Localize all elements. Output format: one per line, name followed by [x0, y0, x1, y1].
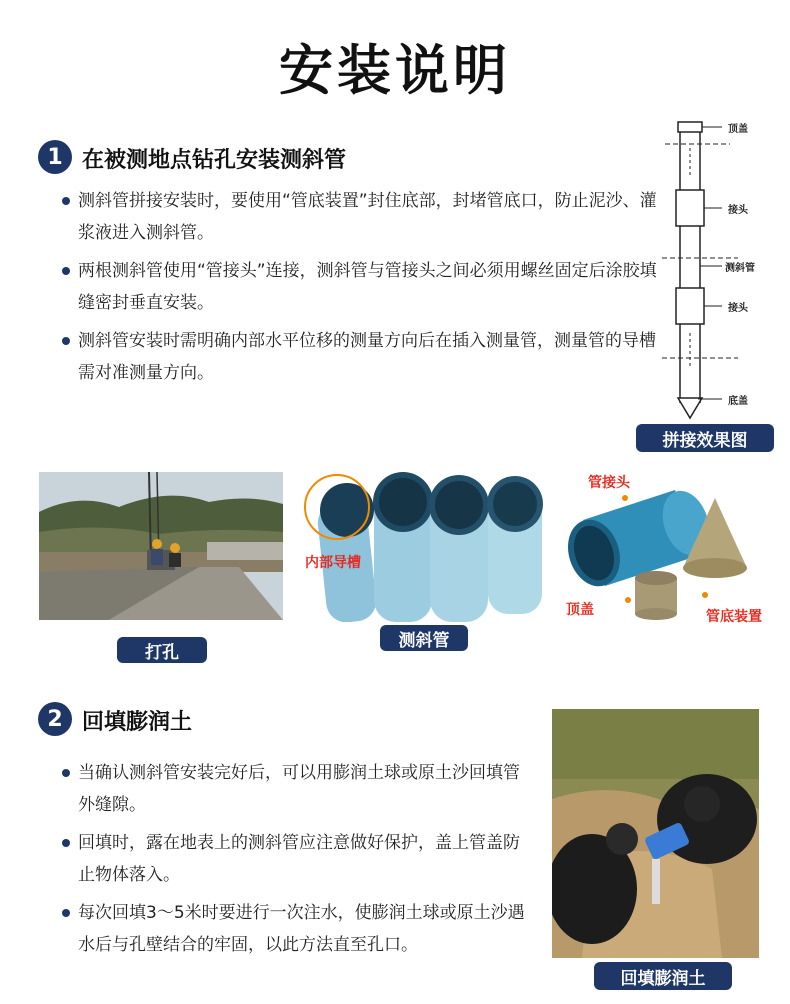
drilling-photo	[39, 472, 283, 620]
backfill-photo	[552, 709, 759, 958]
fitting-joint-tag: 管接头	[588, 475, 630, 491]
pipe-3	[429, 475, 489, 622]
diagram-joint-1-shape	[676, 190, 704, 226]
assembly-diagram	[660, 118, 780, 423]
diagram-label-pipe: 测斜管	[725, 263, 755, 274]
diagram-label-joint-1: 接头	[728, 205, 748, 216]
section-1-bullets	[60, 185, 660, 395]
diagram-label-top-cap: 顶盖	[728, 124, 748, 135]
fitting-bottom-device-tag: 管底装置	[706, 609, 762, 625]
backfill-caption: 回填膨润土	[594, 962, 732, 990]
section-1-number: 1	[38, 140, 72, 174]
diagram-top-cap-shape	[678, 122, 702, 132]
section-1-heading: 在被测地点钻孔安装测斜管	[82, 148, 347, 173]
pipe-caption: 测斜管	[380, 625, 468, 651]
diagram-joint-2-shape	[676, 288, 704, 324]
drilling-caption: 打孔	[117, 637, 207, 663]
top-cap-fitting	[635, 571, 677, 620]
diagram-bottom-cap-shape	[678, 398, 702, 418]
section-1-bullet-3: 测斜管安装时需明确内部水平位移的测量方向后在插入测量管，测量管的导槽需对准测量方向。	[60, 325, 660, 389]
section-2-heading: 回填膨润土	[82, 710, 193, 735]
section-1-bullet-1: 测斜管拼接安装时，要使用“管底装置”封住底部，封堵管底口，防止泥沙、灌浆液进入测斜管。	[60, 185, 660, 249]
section-2-bullets	[60, 757, 530, 967]
section-1-bullet-2: 两根测斜管使用“管接头”连接，测斜管与管接头之间必须用螺丝固定后涂胶填缝密封垂直安装。	[60, 255, 660, 319]
fitting-top-cap-tag: 顶盖	[566, 602, 594, 618]
section-2-bullet-2: 回填时，露在地表上的测斜管应注意做好保护，盖上管盖防止物体落入。	[60, 827, 530, 891]
diagram-label-bottom-cap: 底盖	[728, 396, 748, 407]
section-2-bullet-3: 每次回填3～5米时要进行一次注水，使膨润土球或原土沙遇水后与孔壁结合的牢固，以此方法直至孔口。	[60, 897, 530, 961]
pipe-groove-tag: 内部导槽	[305, 555, 361, 571]
pipe-4	[487, 476, 543, 614]
section-2-number: 2	[38, 702, 72, 736]
section-2-bullet-1: 当确认测斜管安装完好后，可以用膨润土球或原土沙回填管外缝隙。	[60, 757, 530, 821]
page-title: 安装说明	[279, 39, 511, 102]
diagram-caption: 拼接效果图	[636, 424, 774, 452]
pipe-photo	[302, 472, 550, 622]
diagram-label-joint-2: 接头	[728, 303, 748, 314]
pipe-2	[373, 472, 433, 622]
